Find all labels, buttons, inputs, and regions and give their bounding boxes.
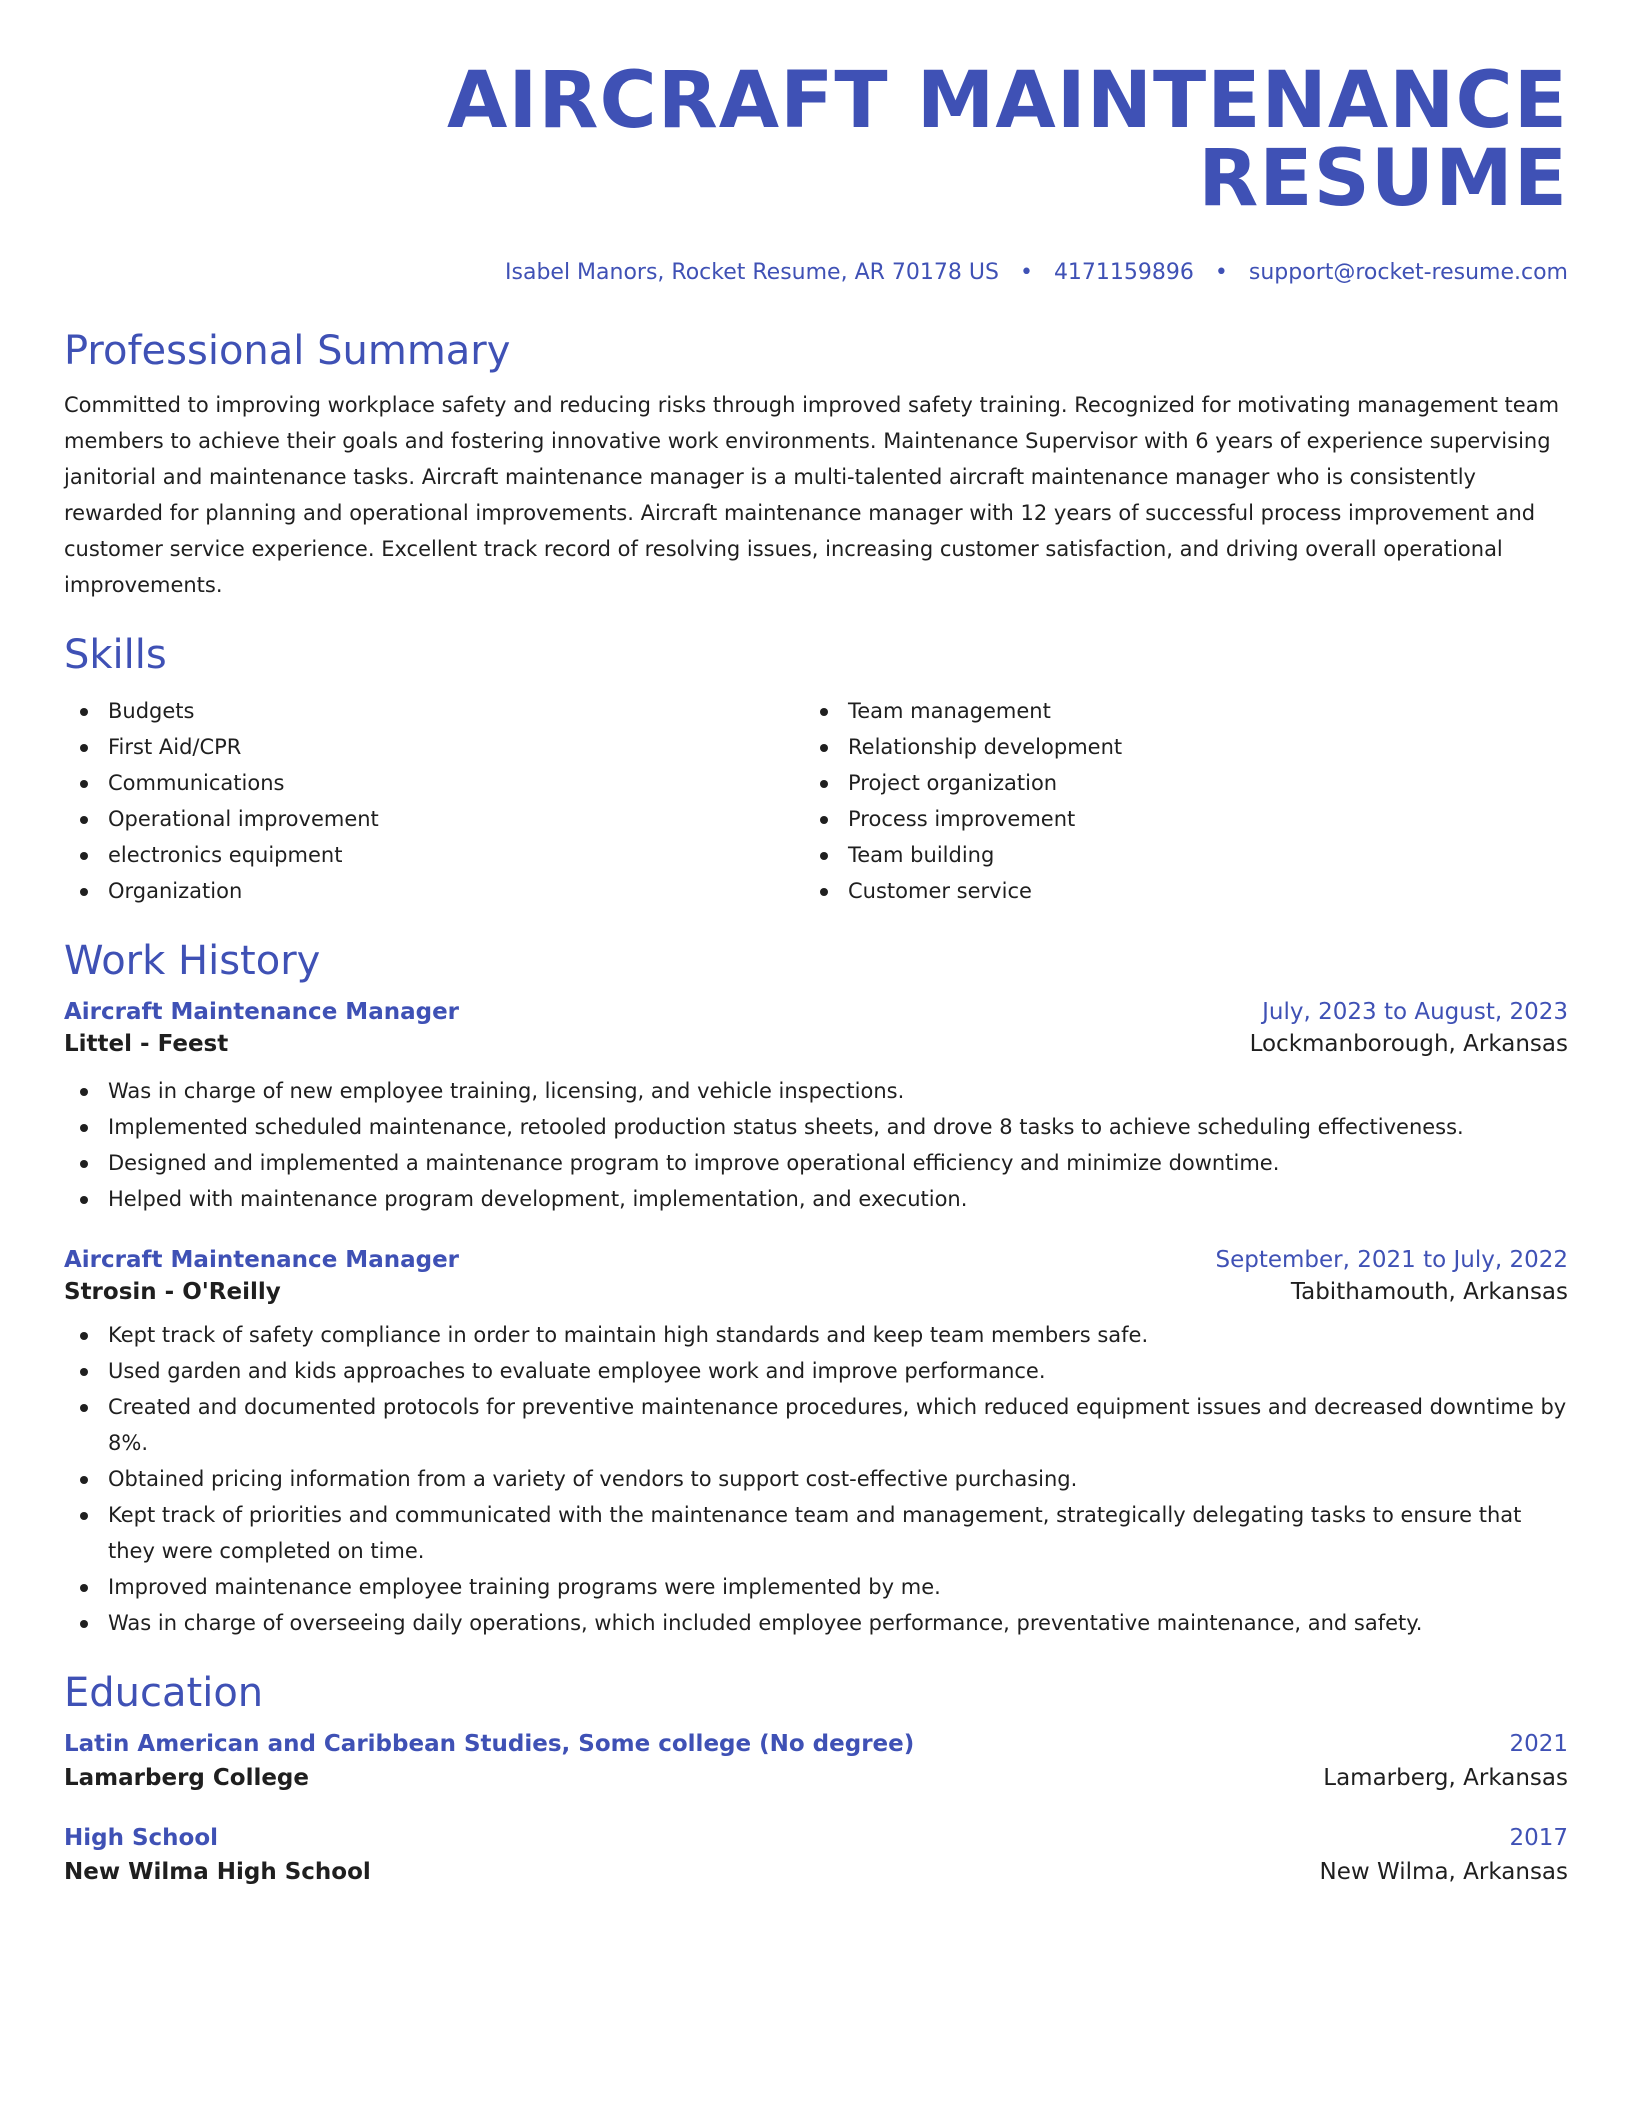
summary-heading: Professional Summary — [64, 328, 511, 374]
job-header-row — [64, 999, 1568, 1025]
skill-item: electronics equipment — [64, 837, 804, 873]
job-bullet: Created and documented protocols for preventive maintenance procedures, which reduced equipment issues and decreased downtime by 8%. — [64, 1389, 1568, 1461]
education-location: New Wilma, Arkansas — [1319, 1859, 1568, 1885]
education-school-row — [64, 1859, 1568, 1885]
job-company: Littel - Feest — [64, 1031, 229, 1057]
skill-item: Operational improvement — [64, 801, 804, 837]
education-degree: Latin American and Caribbean Studies, Some college (No degree) — [64, 1731, 915, 1757]
skill-item: Team management — [804, 693, 1544, 729]
education-year: 2021 — [1509, 1731, 1568, 1757]
job-bullet: Designed and implemented a maintenance program to improve operational efficiency and minimize downtime. — [64, 1145, 1568, 1181]
education-header-row — [64, 1825, 1568, 1851]
job-entry — [64, 999, 1568, 1217]
summary-text: Committed to improving workplace safety and reducing risks through improved safety training. Recognized for motivating management team members to achieve their goals and fostering innovative work environments. Maintenance Supervisor with 6 years of experience supervising janitorial and maintenance tasks. Aircraft maintenance manager is a multi-talented aircraft maintenance manager who is consistently rewarded for planning and operational improvements. Aircraft maintenance manager with 12 years of successful process improvement and customer service experience. Excellent track record of resolving issues, increasing customer satisfaction, and driving overall operational improvements. — [64, 393, 1560, 597]
education-school: Lamarberg College — [64, 1765, 309, 1791]
skills-list — [64, 693, 1568, 909]
contact-separator: • — [1019, 260, 1033, 285]
job-bullet: Was in charge of new employee training, licensing, and vehicle inspections. — [64, 1073, 1568, 1109]
job-bullets — [64, 1073, 1568, 1217]
job-dates: September, 2021 to July, 2022 — [1215, 1247, 1568, 1273]
resume-title: AIRCRAFT MAINTENANCE RESUME — [447, 56, 1568, 224]
education-location: Lamarberg, Arkansas — [1323, 1765, 1568, 1791]
job-bullet: Kept track of priorities and communicated with the maintenance team and management, strategically delegating tasks to ensure that they were completed on time. — [64, 1497, 1568, 1569]
contact-email: support@rocket-resume.com — [1248, 260, 1568, 285]
job-location: Tabithamouth, Arkansas — [1290, 1279, 1568, 1305]
skill-item: Project organization — [804, 765, 1544, 801]
skill-item: Budgets — [64, 693, 804, 729]
skill-item: Communications — [64, 765, 804, 801]
job-bullet: Implemented scheduled maintenance, retooled production status sheets, and drove 8 tasks to achieve scheduling effectiveness. — [64, 1109, 1568, 1145]
job-company-row — [64, 1279, 1568, 1305]
job-header-row — [64, 1247, 1568, 1273]
education-school: New Wilma High School — [64, 1859, 371, 1885]
contact-phone: 4171159896 — [1053, 260, 1194, 285]
job-location: Lockmanborough, Arkansas — [1249, 1031, 1568, 1057]
skill-item: Process improvement — [804, 801, 1544, 837]
skills-heading: Skills — [64, 632, 167, 678]
job-bullet: Was in charge of overseeing daily operations, which included employee performance, preventative maintenance, and safety. — [64, 1605, 1568, 1641]
education-heading: Education — [64, 1670, 264, 1716]
education-school-row — [64, 1765, 1568, 1791]
job-bullet: Improved maintenance employee training programs were implemented by me. — [64, 1569, 1568, 1605]
skill-item: Team building — [804, 837, 1544, 873]
job-company: Strosin - O'Reilly — [64, 1279, 281, 1305]
job-bullet: Kept track of safety compliance in order to maintain high standards and keep team members safe. — [64, 1317, 1568, 1353]
job-bullet: Used garden and kids approaches to evaluate employee work and improve performance. — [64, 1353, 1568, 1389]
contact-address: Isabel Manors, Rocket Resume, AR 70178 US — [505, 260, 999, 285]
job-bullets — [64, 1317, 1568, 1641]
job-bullet: Obtained pricing information from a variety of vendors to support cost-effective purchasing. — [64, 1461, 1568, 1497]
skills-column-left — [64, 693, 804, 909]
education-header-row — [64, 1731, 1568, 1757]
job-dates: July, 2023 to August, 2023 — [1262, 999, 1568, 1025]
skill-item: First Aid/CPR — [64, 729, 804, 765]
job-title: Aircraft Maintenance Manager — [64, 999, 460, 1025]
contact-line — [64, 260, 1568, 285]
skill-item: Organization — [64, 873, 804, 909]
contact-separator: • — [1214, 260, 1228, 285]
education-entry — [64, 1731, 1568, 1791]
education-entry — [64, 1825, 1568, 1885]
skill-item: Customer service — [804, 873, 1544, 909]
job-company-row — [64, 1031, 1568, 1057]
work-heading: Work History — [64, 938, 321, 984]
job-title: Aircraft Maintenance Manager — [64, 1247, 460, 1273]
job-entry — [64, 1247, 1568, 1641]
education-year: 2017 — [1509, 1825, 1568, 1851]
skill-item: Relationship development — [804, 729, 1544, 765]
education-degree: High School — [64, 1825, 219, 1851]
job-bullet: Helped with maintenance program development, implementation, and execution. — [64, 1181, 1568, 1217]
skills-column-right — [804, 693, 1544, 909]
